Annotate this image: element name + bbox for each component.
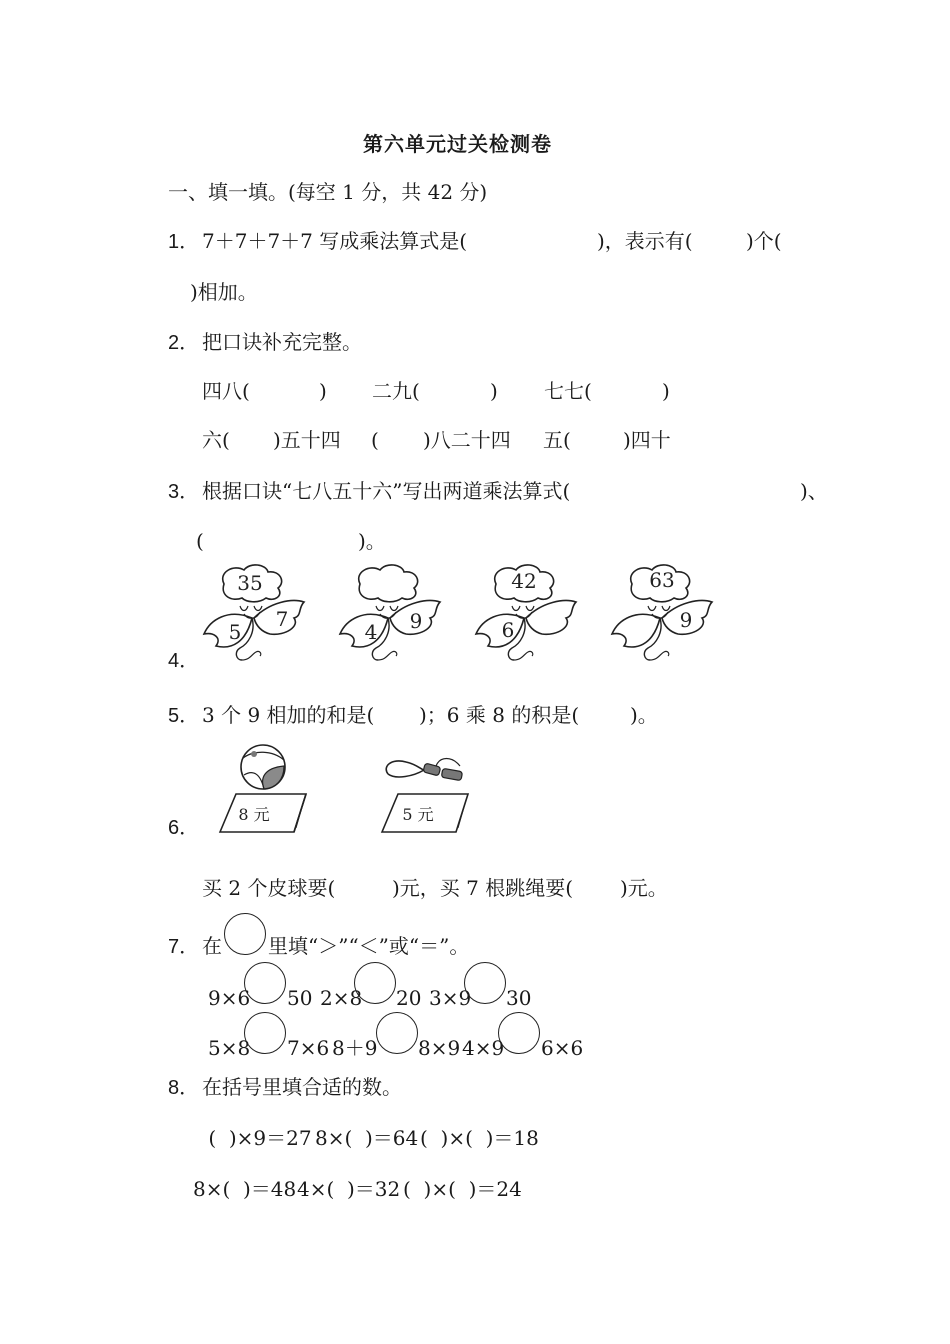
- rope-price-illustration: [380, 752, 475, 837]
- expression-right: 7×6: [287, 1036, 330, 1060]
- jump-rope-icon: [386, 759, 462, 781]
- comparison-circle[interactable]: [244, 1012, 286, 1054]
- ball-icon: [241, 745, 285, 789]
- flower-illustration: [336, 562, 446, 667]
- product-number: 63: [649, 568, 675, 592]
- question-text: 把口诀补充完整。: [202, 330, 362, 354]
- question-text: )元。: [620, 876, 668, 900]
- question-text: 在: [202, 934, 222, 958]
- question-text: 里填“＞”“＜”或“＝”。: [268, 934, 470, 958]
- question-text: )；6 乘 8 的积是(: [419, 703, 580, 727]
- question-text: 3 个 9 相加的和是(: [202, 703, 375, 727]
- equation-item: ( )×( )＝18: [420, 1126, 539, 1150]
- ball-price-illustration: [218, 740, 313, 835]
- expression-left: 8＋9: [332, 1036, 378, 1060]
- question-number: 7．: [168, 936, 200, 958]
- equation-item: 4×( )＝32: [297, 1177, 401, 1201]
- page-title: 第六单元过关检测卷: [363, 132, 552, 156]
- factor-right: 9: [679, 608, 693, 632]
- question-text: )。: [630, 703, 658, 727]
- comparison-circle[interactable]: [464, 962, 506, 1004]
- comparison-circle: [224, 913, 266, 955]
- question-number: 8．: [168, 1077, 200, 1099]
- fill-blank-item: )五十四: [273, 428, 341, 452]
- equation-item: 8×( )＝64: [315, 1126, 419, 1150]
- question-number: 5．: [168, 705, 200, 727]
- fill-blank-item: ): [662, 379, 670, 403]
- equation-item: ( )×( )＝24: [403, 1177, 522, 1201]
- section-header: 一、填一填。(每空 1 分，共 42 分): [168, 180, 488, 204]
- factor-right: 7: [275, 607, 289, 631]
- price-label: 5 元: [402, 805, 434, 824]
- fill-blank-item: 七七(: [544, 379, 592, 403]
- expression-left: 5×8: [208, 1036, 251, 1060]
- fill-blank-item: 五(: [543, 428, 571, 452]
- flower-illustration: [608, 562, 718, 667]
- fill-blank-item: ): [319, 379, 327, 403]
- expression-right: 30: [506, 986, 532, 1010]
- question-number: 3．: [168, 481, 200, 503]
- question-text: 买 2 个皮球要(: [202, 876, 336, 900]
- equation-item: 8×( )＝48: [193, 1177, 297, 1201]
- comparison-circle[interactable]: [244, 962, 286, 1004]
- flower-illustration: [200, 562, 310, 667]
- comparison-circle[interactable]: [354, 962, 396, 1004]
- question-text: 在括号里填合适的数。: [202, 1075, 402, 1099]
- expression-right: 50: [287, 986, 313, 1010]
- expression-right: 8×9: [418, 1036, 461, 1060]
- question-number: 1．: [168, 231, 200, 253]
- fill-blank-item: )四十: [623, 428, 671, 452]
- question-text: 根据口诀“七八五十六”写出两道乘法算式(: [202, 479, 571, 503]
- product-number: 42: [511, 569, 537, 593]
- question-number: 4．: [168, 650, 200, 672]
- question-text: )相加。: [190, 280, 258, 304]
- question-text: )元，买 7 根跳绳要(: [392, 876, 574, 900]
- question-text: (: [196, 529, 204, 553]
- fill-blank-item: (: [371, 428, 379, 452]
- factor-right: 9: [409, 609, 423, 633]
- question-text: )，表示有(: [597, 229, 693, 253]
- expression-left: 9×6: [208, 986, 251, 1010]
- factor-left: 6: [501, 618, 515, 642]
- fill-blank-item: )八二十四: [423, 428, 511, 452]
- expression-right: 20: [396, 986, 422, 1010]
- question-text: 7＋7＋7＋7 写成乘法算式是(: [202, 229, 468, 253]
- comparison-circle[interactable]: [376, 1012, 418, 1054]
- comparison-circle[interactable]: [498, 1012, 540, 1054]
- expression-left: 4×9: [462, 1036, 505, 1060]
- expression-right: 6×6: [541, 1036, 584, 1060]
- question-text: )、: [800, 479, 828, 503]
- fill-blank-item: ): [490, 379, 498, 403]
- expression-left: 3×9: [429, 986, 472, 1010]
- question-text: )。: [358, 529, 386, 553]
- question-text: )个(: [746, 229, 782, 253]
- factor-left: 4: [364, 620, 378, 644]
- question-number: 2．: [168, 332, 200, 354]
- question-number: 6．: [168, 817, 200, 839]
- fill-blank-item: 四八(: [202, 379, 250, 403]
- expression-left: 2×8: [320, 986, 363, 1010]
- product-number: 35: [237, 571, 263, 595]
- fill-blank-item: 六(: [202, 428, 230, 452]
- equation-item: ( )×9＝27: [202, 1126, 312, 1150]
- factor-left: 5: [228, 620, 242, 644]
- price-label: 8 元: [238, 805, 270, 824]
- fill-blank-item: 二九(: [372, 379, 420, 403]
- flower-illustration: [472, 562, 582, 667]
